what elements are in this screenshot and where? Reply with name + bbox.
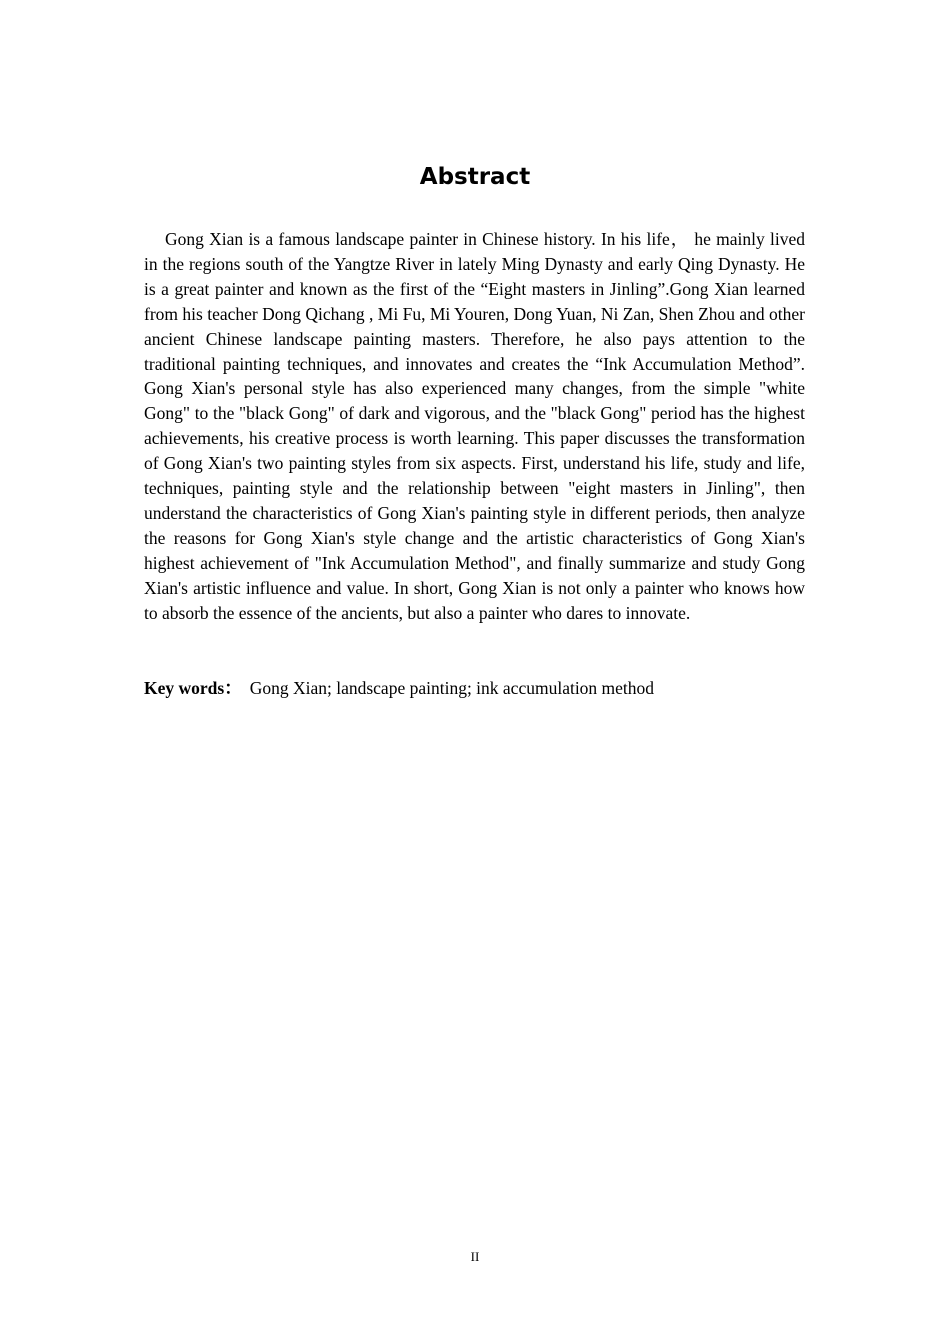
keywords-line bbox=[144, 676, 805, 701]
keywords-label: Key words： bbox=[144, 678, 242, 698]
page-number: II bbox=[470, 1249, 480, 1264]
abstract-paragraph: Gong Xian is a famous landscape painter in Chinese history. In his life， he mainly lived in the regions south of the Yangtze River in lately Ming Dynasty and early Qing Dynasty. He is a great painter and known as the first of the “Eight masters in Jinling”.Gong Xian learned from his teacher Dong Qichang , Mi Fu, Mi Youren, Dong Yuan, Ni Zan, Shen Zhou and other ancient Chinese landscape painting masters. Therefore, he also pays attention to the traditional painting techniques, and innovates and creates the “Ink Accumulation Method”. Gong Xian's personal style has also experienced many changes, from the simple "white Gong" to the "black Gong" of dark and vigorous, and the "black Gong" period has the highest achievements, his creative process is worth learning. This paper discusses the transformation of Gong Xian's two painting styles from six aspects. First, understand his life, study and life, techniques, painting style and the relationship between "eight masters in Jinling", then understand the characteristics of Gong Xian's painting style in different periods, then analyze the reasons for Gong Xian's style change and the artistic characteristics of Gong Xian's highest achievement of "Ink Accumulation Method", and finally summarize and study Gong Xian's artistic influence and value. In short, Gong Xian is not only a painter who knows how to absorb the essence of the ancients, but also a painter who dares to innovate. bbox=[144, 229, 805, 623]
abstract-title: Abstract bbox=[419, 164, 531, 190]
keywords-value: Gong Xian; landscape painting; ink accumulation method bbox=[249, 678, 655, 698]
